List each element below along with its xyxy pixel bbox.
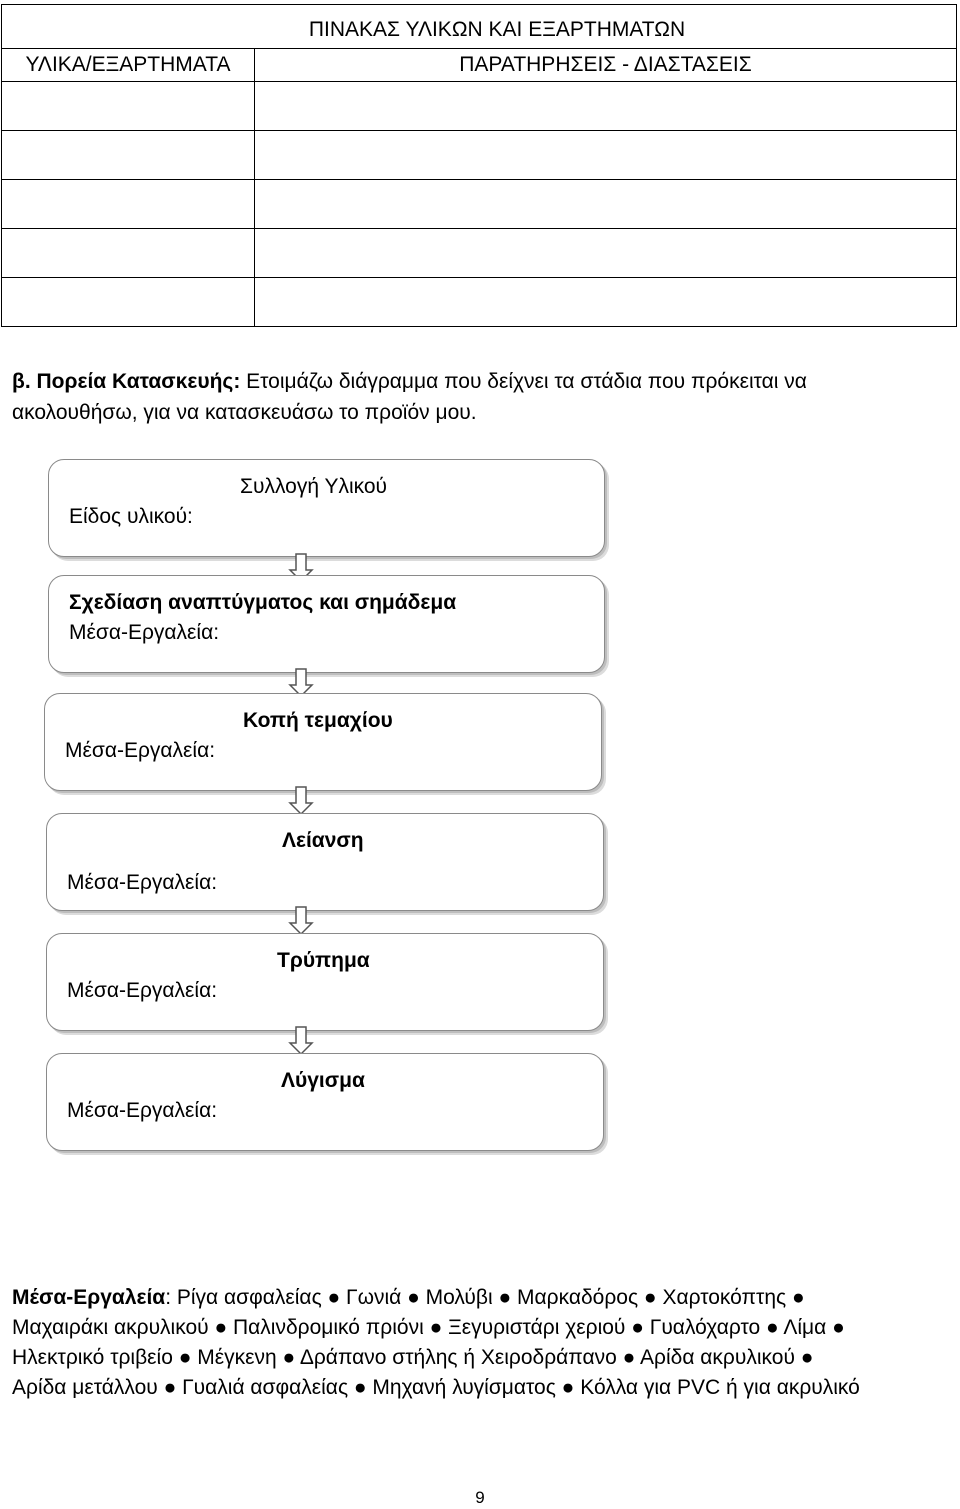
construction-intro	[12, 366, 932, 428]
flow-box-collect-material	[48, 459, 605, 557]
page-number: 9	[475, 1488, 485, 1507]
notes-cell[interactable]	[255, 82, 957, 131]
down-arrow-icon	[288, 1026, 314, 1056]
flow-box-design-marking	[48, 575, 605, 673]
header-materials: ΥΛΙΚΑ/ΕΞΑΡΤΗΜΑΤΑ	[2, 49, 255, 82]
stage-label[interactable]: Μέσα-Εργαλεία:	[65, 739, 216, 762]
tools-line	[12, 1283, 952, 1313]
header-notes	[255, 49, 957, 82]
flow-box-drilling	[46, 933, 604, 1031]
stage-title: Λείανση	[282, 829, 364, 852]
material-cell[interactable]	[2, 131, 255, 180]
material-cell[interactable]	[2, 180, 255, 229]
table-row	[2, 180, 957, 229]
tools-heading: Μέσα-Εργαλεία	[12, 1286, 166, 1309]
flow-box-cutting	[44, 693, 602, 791]
table-title: ΠΙΝΑΚΑΣ ΥΛΙΚΩΝ ΚΑΙ ΕΞΑΡΤΗΜΑΤΩΝ	[308, 17, 686, 41]
table-row	[2, 82, 957, 131]
header-notes-text: ΠΑΡΑΤΗΡΗΣΕΙΣ - ΔΙΑΣΤΑΣΕΙΣ	[459, 53, 752, 76]
table-row	[2, 278, 957, 327]
table-row	[2, 131, 957, 180]
stage-title: Συλλογή Υλικού	[240, 475, 388, 498]
tools-line: Μαχαιράκι ακρυλικού ● Παλινδρομικό πριόνι ● Ξεγυριστάρι χεριού ● Γυαλόχαρτο ● Λίμα ●	[12, 1316, 845, 1339]
intro-text: Ετοιμάζω διάγραμμα που δείχνει τα στάδια που πρόκειται να ακολουθήσω, για να κατασκευάσω το προϊόν μου.	[12, 370, 807, 424]
materials-table	[1, 4, 957, 327]
down-arrow-icon	[288, 786, 314, 816]
stage-title: Τρύπημα	[277, 949, 370, 972]
notes-cell[interactable]	[255, 180, 957, 229]
material-cell[interactable]	[2, 229, 255, 278]
stage-label[interactable]: Μέσα-Εργαλεία:	[67, 871, 218, 894]
intro-heading: β. Πορεία Κατασκευής:	[12, 370, 241, 393]
notes-cell[interactable]	[255, 229, 957, 278]
table-title-cell	[2, 5, 957, 49]
table-row	[2, 229, 957, 278]
stage-label[interactable]: Μέσα-Εργαλεία:	[67, 1099, 218, 1122]
stage-label[interactable]: Μέσα-Εργαλεία:	[69, 621, 220, 644]
tools-line: Αρίδα μετάλλου ● Γυαλιά ασφαλείας ● Μηχανή λυγίσματος ● Κόλλα για PVC ή για ακρυλικό	[12, 1376, 860, 1399]
stage-title: Σχεδίαση αναπτύγματος και σημάδεμα	[69, 591, 457, 614]
tools-line-text: : Ρίγα ασφαλείας ● Γωνιά ● Μολύβι ● Μαρκαδόρος ● Χαρτοκόπτης ●	[165, 1286, 805, 1309]
flow-box-sanding	[46, 813, 604, 911]
notes-cell[interactable]	[255, 131, 957, 180]
tools-list	[12, 1283, 952, 1403]
table-title-row	[2, 5, 957, 49]
flow-box-bending	[46, 1053, 604, 1151]
stage-title: Λύγισμα	[281, 1069, 365, 1092]
material-cell[interactable]	[2, 278, 255, 327]
stage-label[interactable]: Είδος υλικού:	[69, 505, 193, 528]
material-cell[interactable]	[2, 82, 255, 131]
down-arrow-icon	[288, 906, 314, 936]
notes-cell[interactable]	[255, 278, 957, 327]
table-header-row	[2, 49, 957, 82]
tools-line: Ηλεκτρικό τριβείο ● Μέγκενη ● Δράπανο στήλης ή Χειροδράπανο ● Αρίδα ακρυλικού ●	[12, 1346, 814, 1369]
stage-title: Κοπή τεμαχίου	[243, 709, 393, 732]
stage-label[interactable]: Μέσα-Εργαλεία:	[67, 979, 218, 1002]
